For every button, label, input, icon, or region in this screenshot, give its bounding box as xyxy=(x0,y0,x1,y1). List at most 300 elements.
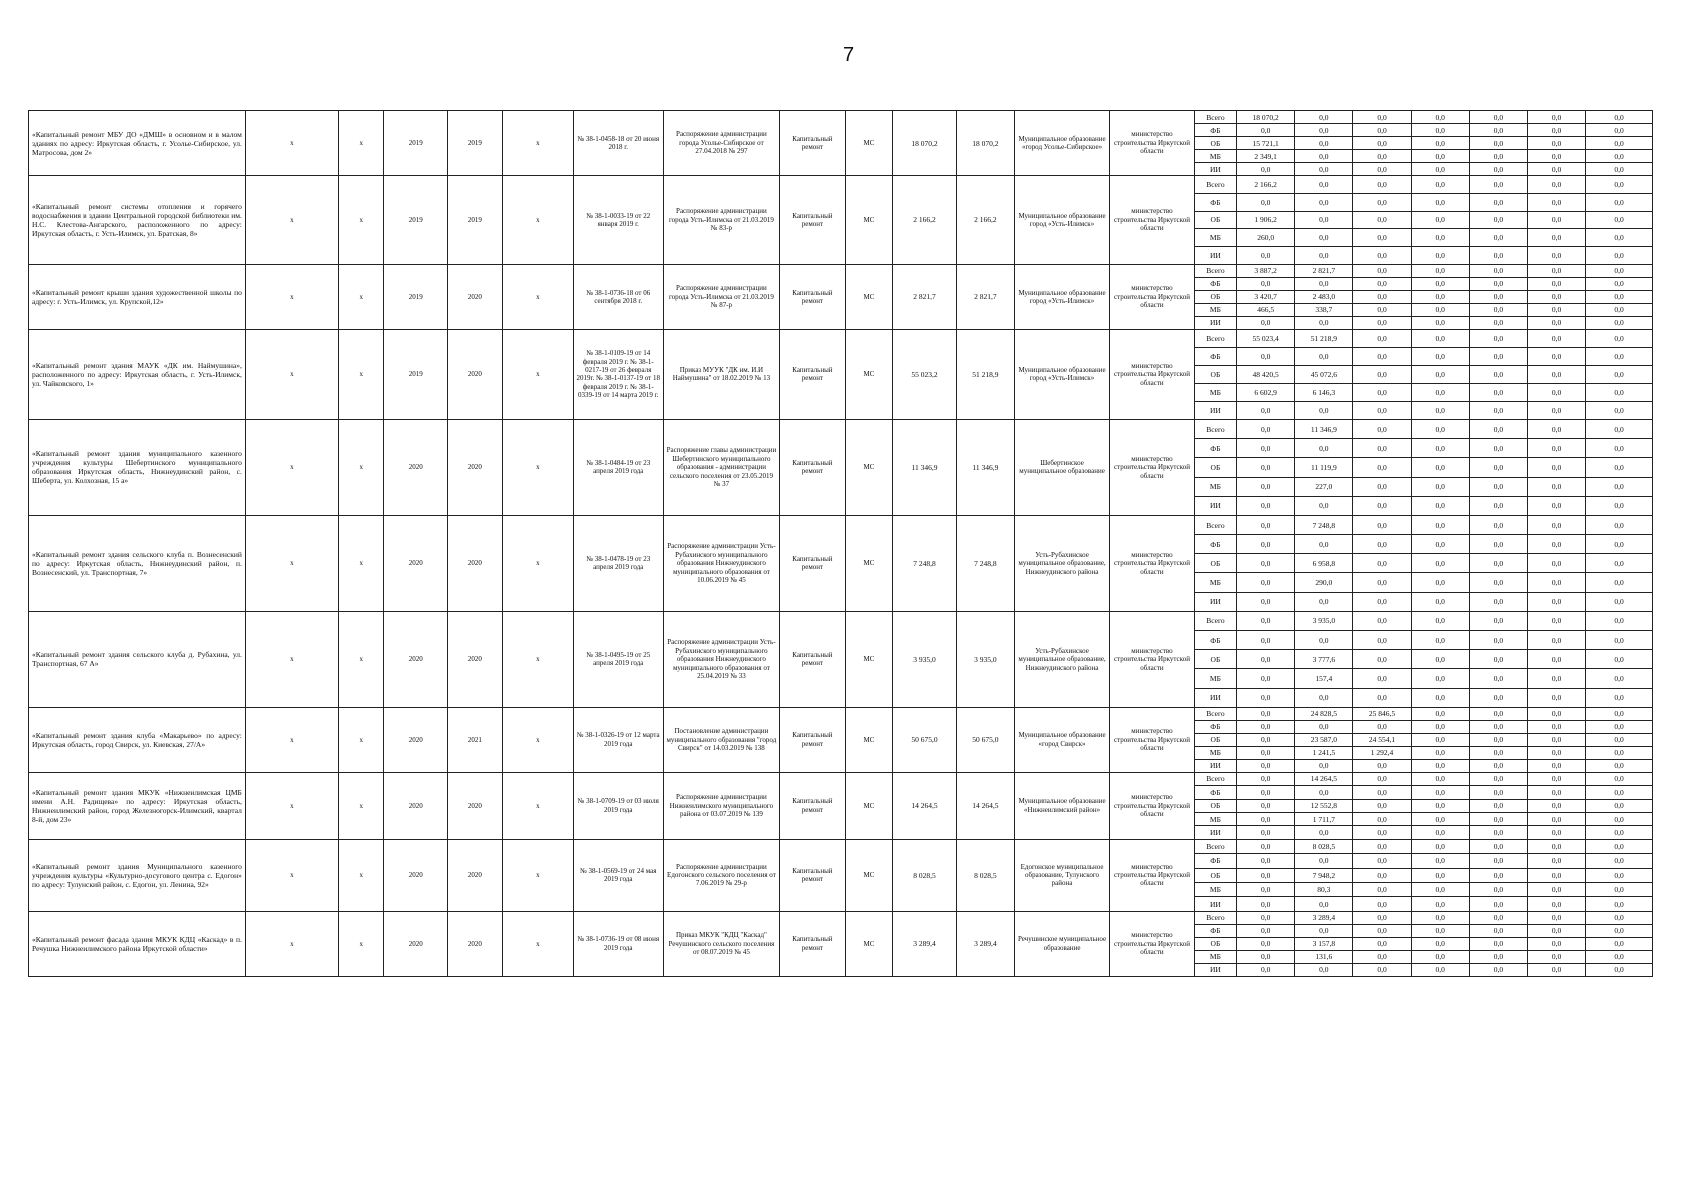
funding-value-cell: 1 906,2 xyxy=(1237,211,1295,229)
funding-source-label: ФБ xyxy=(1194,720,1236,733)
work-type-cell: Капитальный ремонт xyxy=(780,772,846,839)
project-name-cell: «Капитальный ремонт здания Муниципального казенного учреждения культуры «Культурно-досугового центра с. Едогон» по адресу: Тулунский район, с. Едогон, ул. Ленина, 92» xyxy=(29,839,246,911)
ministry-cell: министерство строительства Иркутской области xyxy=(1110,329,1195,419)
total-cost-cell: 2 166,2 xyxy=(893,176,956,265)
funding-value-cell: 0,0 xyxy=(1586,365,1653,383)
funding-value-cell: 0,0 xyxy=(1528,247,1586,265)
funding-value-cell: 0,0 xyxy=(1586,799,1653,812)
remaining-cost-cell: 11 346,9 xyxy=(956,419,1014,515)
funding-value-cell: 0,0 xyxy=(1353,347,1411,365)
funding-source-label: ФБ xyxy=(1194,535,1236,554)
funding-source-label: ИИ xyxy=(1194,963,1236,976)
funding-value-cell: 0,0 xyxy=(1295,247,1353,265)
funding-source-label: МБ xyxy=(1194,573,1236,592)
funding-value-cell: 55 023,4 xyxy=(1237,329,1295,347)
col-3-cell: x xyxy=(338,264,383,329)
funding-value-cell: 0,0 xyxy=(1237,772,1295,785)
col-2-cell: x xyxy=(245,611,338,707)
funding-value-cell: 0,0 xyxy=(1528,839,1586,853)
funding-value-cell: 0,0 xyxy=(1411,854,1469,868)
funding-value-cell: 0,0 xyxy=(1586,963,1653,976)
funding-value-cell: 0,0 xyxy=(1411,963,1469,976)
funding-value-cell: 338,7 xyxy=(1295,303,1353,316)
funding-value-cell: 0,0 xyxy=(1237,937,1295,950)
funding-value-cell: 0,0 xyxy=(1586,193,1653,211)
funding-value-cell: 0,0 xyxy=(1411,812,1469,825)
funding-value-cell: 0,0 xyxy=(1528,720,1586,733)
funding-value-cell: 0,0 xyxy=(1528,937,1586,950)
col-6-cell: x xyxy=(502,611,573,707)
funding-value-cell: 45 072,6 xyxy=(1295,365,1353,383)
funding-source-label: Всего xyxy=(1194,911,1236,924)
funding-value-cell: 0,0 xyxy=(1237,812,1295,825)
ministry-cell: министерство строительства Иркутской области xyxy=(1110,515,1195,611)
col-2-cell: x xyxy=(245,772,338,839)
funding-value-cell: 0,0 xyxy=(1586,669,1653,688)
funding-value-cell: 0,0 xyxy=(1528,365,1586,383)
funding-value-cell: 0,0 xyxy=(1469,316,1527,329)
funding-source-label: ИИ xyxy=(1194,592,1236,611)
funding-value-cell: 0,0 xyxy=(1586,772,1653,785)
funding-value-cell: 0,0 xyxy=(1237,496,1295,515)
project-row xyxy=(29,111,1653,124)
funding-value-cell: 0,0 xyxy=(1295,592,1353,611)
funding-value-cell: 0,0 xyxy=(1411,911,1469,924)
funding-value-cell: 0,0 xyxy=(1469,707,1527,720)
funding-source-label: Всего xyxy=(1194,111,1236,124)
funding-value-cell: 0,0 xyxy=(1237,688,1295,707)
funding-source-label: ФБ xyxy=(1194,439,1236,458)
start-year-cell: 2020 xyxy=(384,772,447,839)
program-table-body xyxy=(29,111,1653,977)
end-year-cell: 2020 xyxy=(447,329,502,419)
work-type-cell: Капитальный ремонт xyxy=(780,611,846,707)
funding-value-cell: 0,0 xyxy=(1586,515,1653,534)
funding-value-cell: 0,0 xyxy=(1237,759,1295,772)
funding-value-cell: 15 721,1 xyxy=(1237,137,1295,150)
funding-value-cell: 0,0 xyxy=(1586,897,1653,911)
funding-value-cell: 0,0 xyxy=(1411,733,1469,746)
funding-source-label: Всего xyxy=(1194,329,1236,347)
funding-value-cell: 0,0 xyxy=(1528,193,1586,211)
funding-value-cell: 0,0 xyxy=(1528,573,1586,592)
funding-value-cell: 0,0 xyxy=(1295,924,1353,937)
municipality-cell: Шебертинское муниципальное образование xyxy=(1014,419,1109,515)
funding-value-cell: 0,0 xyxy=(1528,611,1586,630)
funding-value-cell: 0,0 xyxy=(1469,573,1527,592)
funding-value-cell: 0,0 xyxy=(1469,799,1527,812)
funding-value-cell: 0,0 xyxy=(1528,347,1586,365)
end-year-cell: 2020 xyxy=(447,772,502,839)
funding-value-cell: 1 711,7 xyxy=(1295,812,1353,825)
decision-cell: Распоряжение администрации Усть-Рубахинского муниципального образования Нижнеудинского муниципального образования от 10.06.2019 № 45 xyxy=(663,515,779,611)
funding-value-cell: 0,0 xyxy=(1411,264,1469,277)
funding-value-cell: 0,0 xyxy=(1469,554,1527,573)
col-3-cell: x xyxy=(338,111,383,176)
expertise-cell: № 38-1-0709-19 от 03 июля 2019 года xyxy=(573,772,663,839)
funding-value-cell: 0,0 xyxy=(1586,277,1653,290)
col-3-cell: x xyxy=(338,911,383,976)
funding-value-cell: 0,0 xyxy=(1237,720,1295,733)
funding-value-cell: 18 070,2 xyxy=(1237,111,1295,124)
funding-value-cell: 0,0 xyxy=(1586,924,1653,937)
funding-value-cell: 0,0 xyxy=(1411,383,1469,401)
funding-source-label: Всего xyxy=(1194,611,1236,630)
funding-value-cell: 0,0 xyxy=(1353,839,1411,853)
funding-value-cell: 0,0 xyxy=(1469,868,1527,882)
funding-value-cell: 0,0 xyxy=(1586,535,1653,554)
funding-value-cell: 0,0 xyxy=(1353,329,1411,347)
funding-value-cell: 0,0 xyxy=(1353,477,1411,496)
funding-value-cell: 0,0 xyxy=(1528,496,1586,515)
funding-value-cell: 3 157,8 xyxy=(1295,937,1353,950)
funding-value-cell: 0,0 xyxy=(1411,786,1469,799)
funding-source-label: ОБ xyxy=(1194,290,1236,303)
funding-value-cell: 0,0 xyxy=(1528,650,1586,669)
total-cost-cell: 50 675,0 xyxy=(893,707,956,772)
ministry-cell: министерство строительства Иркутской области xyxy=(1110,707,1195,772)
funding-value-cell: 0,0 xyxy=(1411,554,1469,573)
funding-value-cell: 0,0 xyxy=(1353,826,1411,839)
total-cost-cell: 3 289,4 xyxy=(893,911,956,976)
unit-cell: МС xyxy=(845,839,893,911)
project-row xyxy=(29,611,1653,630)
funding-value-cell: 0,0 xyxy=(1237,611,1295,630)
funding-value-cell: 0,0 xyxy=(1586,882,1653,896)
funding-source-label: ОБ xyxy=(1194,733,1236,746)
start-year-cell: 2020 xyxy=(384,515,447,611)
col-2-cell: x xyxy=(245,419,338,515)
page-number: 7 xyxy=(842,44,855,66)
funding-value-cell: 0,0 xyxy=(1237,124,1295,137)
funding-value-cell: 0,0 xyxy=(1295,124,1353,137)
funding-value-cell: 0,0 xyxy=(1469,193,1527,211)
funding-value-cell: 0,0 xyxy=(1586,477,1653,496)
funding-value-cell: 0,0 xyxy=(1528,383,1586,401)
funding-value-cell: 0,0 xyxy=(1353,868,1411,882)
decision-cell: Распоряжение администрации Едогонского сельского поселения от 7.06.2019 № 29-р xyxy=(663,839,779,911)
remaining-cost-cell: 14 264,5 xyxy=(956,772,1014,839)
decision-cell: Постановление администрации муниципального образования "город Свирск" от 14.03.2019 № 138 xyxy=(663,707,779,772)
funding-source-label: ИИ xyxy=(1194,688,1236,707)
funding-source-label: ИИ xyxy=(1194,316,1236,329)
end-year-cell: 2020 xyxy=(447,419,502,515)
funding-value-cell: 0,0 xyxy=(1295,826,1353,839)
funding-value-cell: 0,0 xyxy=(1353,439,1411,458)
funding-value-cell: 0,0 xyxy=(1528,688,1586,707)
funding-value-cell: 0,0 xyxy=(1295,150,1353,163)
col-3-cell: x xyxy=(338,772,383,839)
end-year-cell: 2019 xyxy=(447,176,502,265)
funding-value-cell: 0,0 xyxy=(1469,163,1527,176)
municipality-cell: Усть-Рубахинское муниципальное образование, Нижнеудинского района xyxy=(1014,515,1109,611)
expertise-cell: № 38-1-0033-19 от 22 января 2019 г. xyxy=(573,176,663,265)
funding-value-cell: 0,0 xyxy=(1411,759,1469,772)
funding-value-cell: 0,0 xyxy=(1353,316,1411,329)
funding-value-cell: 0,0 xyxy=(1586,733,1653,746)
funding-value-cell: 0,0 xyxy=(1411,347,1469,365)
funding-value-cell: 0,0 xyxy=(1469,150,1527,163)
funding-value-cell: 0,0 xyxy=(1353,554,1411,573)
funding-value-cell: 0,0 xyxy=(1295,439,1353,458)
funding-value-cell: 0,0 xyxy=(1411,176,1469,194)
funding-value-cell: 0,0 xyxy=(1237,347,1295,365)
remaining-cost-cell: 2 821,7 xyxy=(956,264,1014,329)
ministry-cell: министерство строительства Иркутской области xyxy=(1110,911,1195,976)
expertise-cell: № 38-1-0736-19 от 08 июня 2019 года xyxy=(573,911,663,976)
funding-value-cell: 0,0 xyxy=(1295,277,1353,290)
funding-value-cell: 0,0 xyxy=(1586,458,1653,477)
decision-cell: Распоряжение главы администрации Шебертинского муниципального образования - администрации сельского поселения от 23.05.2019 № 37 xyxy=(663,419,779,515)
funding-value-cell: 0,0 xyxy=(1528,264,1586,277)
funding-value-cell: 12 552,8 xyxy=(1295,799,1353,812)
funding-source-label: МБ xyxy=(1194,882,1236,896)
funding-value-cell: 0,0 xyxy=(1469,264,1527,277)
funding-value-cell: 0,0 xyxy=(1237,650,1295,669)
funding-value-cell: 0,0 xyxy=(1237,911,1295,924)
funding-value-cell: 25 846,5 xyxy=(1353,707,1411,720)
total-cost-cell: 11 346,9 xyxy=(893,419,956,515)
funding-value-cell: 51 218,9 xyxy=(1295,329,1353,347)
decision-cell: Распоряжение администрации города Усть-Илимска от 21.03.2019 № 87-р xyxy=(663,264,779,329)
funding-value-cell: 0,0 xyxy=(1237,868,1295,882)
col-6-cell: x xyxy=(502,839,573,911)
funding-value-cell: 0,0 xyxy=(1528,458,1586,477)
funding-source-label: ИИ xyxy=(1194,401,1236,419)
funding-value-cell: 0,0 xyxy=(1237,316,1295,329)
funding-value-cell: 0,0 xyxy=(1353,496,1411,515)
remaining-cost-cell: 50 675,0 xyxy=(956,707,1014,772)
funding-value-cell: 7 948,2 xyxy=(1295,868,1353,882)
funding-value-cell: 0,0 xyxy=(1411,303,1469,316)
end-year-cell: 2020 xyxy=(447,264,502,329)
funding-value-cell: 0,0 xyxy=(1237,439,1295,458)
funding-value-cell: 227,0 xyxy=(1295,477,1353,496)
funding-value-cell: 0,0 xyxy=(1411,211,1469,229)
project-row xyxy=(29,176,1653,194)
funding-value-cell: 0,0 xyxy=(1411,419,1469,438)
funding-value-cell: 0,0 xyxy=(1353,383,1411,401)
funding-value-cell: 0,0 xyxy=(1528,924,1586,937)
funding-value-cell: 0,0 xyxy=(1411,611,1469,630)
funding-value-cell: 0,0 xyxy=(1411,124,1469,137)
funding-value-cell: 0,0 xyxy=(1469,176,1527,194)
funding-value-cell: 0,0 xyxy=(1411,111,1469,124)
funding-value-cell: 2 821,7 xyxy=(1295,264,1353,277)
funding-source-label: ИИ xyxy=(1194,897,1236,911)
col-2-cell: x xyxy=(245,176,338,265)
municipality-cell: Муниципальное образование город «Усть-Илимск» xyxy=(1014,264,1109,329)
funding-value-cell: 0,0 xyxy=(1411,477,1469,496)
funding-value-cell: 0,0 xyxy=(1411,669,1469,688)
total-cost-cell: 3 935,0 xyxy=(893,611,956,707)
funding-value-cell: 0,0 xyxy=(1353,264,1411,277)
funding-source-label: МБ xyxy=(1194,477,1236,496)
funding-value-cell: 0,0 xyxy=(1469,911,1527,924)
ministry-cell: министерство строительства Иркутской области xyxy=(1110,611,1195,707)
funding-value-cell: 0,0 xyxy=(1528,150,1586,163)
funding-value-cell: 0,0 xyxy=(1353,799,1411,812)
end-year-cell: 2020 xyxy=(447,911,502,976)
col-2-cell: x xyxy=(245,264,338,329)
funding-value-cell: 0,0 xyxy=(1528,826,1586,839)
decision-cell: Распоряжение администрации города Усолье-Сибирское от 27.04.2018 № 297 xyxy=(663,111,779,176)
funding-value-cell: 8 028,5 xyxy=(1295,839,1353,853)
funding-value-cell: 0,0 xyxy=(1586,826,1653,839)
funding-value-cell: 0,0 xyxy=(1295,229,1353,247)
remaining-cost-cell: 8 028,5 xyxy=(956,839,1014,911)
funding-value-cell: 0,0 xyxy=(1528,707,1586,720)
funding-value-cell: 0,0 xyxy=(1586,264,1653,277)
funding-source-label: МБ xyxy=(1194,669,1236,688)
funding-value-cell: 0,0 xyxy=(1295,688,1353,707)
work-type-cell: Капитальный ремонт xyxy=(780,329,846,419)
funding-value-cell: 0,0 xyxy=(1469,631,1527,650)
end-year-cell: 2020 xyxy=(447,515,502,611)
ministry-cell: министерство строительства Иркутской области xyxy=(1110,419,1195,515)
project-row xyxy=(29,839,1653,853)
funding-value-cell: 0,0 xyxy=(1411,688,1469,707)
funding-value-cell: 0,0 xyxy=(1411,290,1469,303)
decision-cell: Распоряжение администрации Усть-Рубахинского муниципального образования Нижнеудинского муниципального образования от 25.04.2019 № 33 xyxy=(663,611,779,707)
funding-value-cell: 0,0 xyxy=(1586,303,1653,316)
funding-source-label: МБ xyxy=(1194,812,1236,825)
remaining-cost-cell: 51 218,9 xyxy=(956,329,1014,419)
funding-source-label: ИИ xyxy=(1194,496,1236,515)
funding-value-cell: 0,0 xyxy=(1411,799,1469,812)
work-type-cell: Капитальный ремонт xyxy=(780,911,846,976)
funding-value-cell: 0,0 xyxy=(1411,193,1469,211)
funding-value-cell: 0,0 xyxy=(1469,950,1527,963)
funding-value-cell: 0,0 xyxy=(1295,193,1353,211)
funding-value-cell: 0,0 xyxy=(1237,669,1295,688)
start-year-cell: 2020 xyxy=(384,839,447,911)
funding-value-cell: 0,0 xyxy=(1411,247,1469,265)
funding-value-cell: 0,0 xyxy=(1469,963,1527,976)
col-6-cell: x xyxy=(502,176,573,265)
funding-value-cell: 0,0 xyxy=(1528,277,1586,290)
funding-value-cell: 0,0 xyxy=(1586,868,1653,882)
project-name-cell: «Капитальный ремонт фасада здания МКУК КДЦ «Каскад» в п. Речушка Нижнеилимского района Иркутской области» xyxy=(29,911,246,976)
funding-value-cell: 0,0 xyxy=(1528,882,1586,896)
funding-value-cell: 0,0 xyxy=(1586,573,1653,592)
funding-value-cell: 0,0 xyxy=(1353,772,1411,785)
funding-value-cell: 0,0 xyxy=(1237,950,1295,963)
funding-value-cell: 131,6 xyxy=(1295,950,1353,963)
expertise-cell: № 38-1-0458-18 от 20 июня 2018 г. xyxy=(573,111,663,176)
funding-value-cell: 0,0 xyxy=(1237,746,1295,759)
decision-cell: Распоряжение администрации Нижнеилимского муниципального района от 03.07.2019 № 139 xyxy=(663,772,779,839)
funding-value-cell: 0,0 xyxy=(1586,401,1653,419)
funding-value-cell: 0,0 xyxy=(1469,477,1527,496)
funding-value-cell: 0,0 xyxy=(1586,554,1653,573)
total-cost-cell: 7 248,8 xyxy=(893,515,956,611)
funding-value-cell: 0,0 xyxy=(1295,631,1353,650)
funding-value-cell: 0,0 xyxy=(1411,772,1469,785)
funding-value-cell: 0,0 xyxy=(1469,247,1527,265)
funding-value-cell: 0,0 xyxy=(1469,303,1527,316)
funding-value-cell: 0,0 xyxy=(1528,137,1586,150)
funding-value-cell: 0,0 xyxy=(1411,229,1469,247)
funding-value-cell: 0,0 xyxy=(1469,786,1527,799)
unit-cell: МС xyxy=(845,111,893,176)
funding-value-cell: 0,0 xyxy=(1411,439,1469,458)
funding-value-cell: 0,0 xyxy=(1353,247,1411,265)
funding-value-cell: 0,0 xyxy=(1353,401,1411,419)
end-year-cell: 2020 xyxy=(447,611,502,707)
funding-value-cell: 0,0 xyxy=(1295,963,1353,976)
funding-value-cell: 0,0 xyxy=(1586,688,1653,707)
funding-value-cell: 0,0 xyxy=(1237,247,1295,265)
funding-value-cell: 0,0 xyxy=(1411,365,1469,383)
total-cost-cell: 8 028,5 xyxy=(893,839,956,911)
funding-value-cell: 0,0 xyxy=(1528,290,1586,303)
funding-value-cell: 0,0 xyxy=(1353,882,1411,896)
funding-value-cell: 0,0 xyxy=(1469,611,1527,630)
funding-value-cell: 0,0 xyxy=(1528,111,1586,124)
project-row xyxy=(29,515,1653,534)
funding-source-label: Всего xyxy=(1194,515,1236,534)
funding-value-cell: 0,0 xyxy=(1353,937,1411,950)
project-name-cell: «Капитальный ремонт здания сельского клуба п. Вознесенский по адресу: Иркутская область, Нижнеудинский район, п. Вознесенский, ул. Транспортная, 7» xyxy=(29,515,246,611)
funding-value-cell: 0,0 xyxy=(1528,329,1586,347)
work-type-cell: Капитальный ремонт xyxy=(780,419,846,515)
funding-value-cell: 0,0 xyxy=(1528,401,1586,419)
total-cost-cell: 55 023,2 xyxy=(893,329,956,419)
funding-value-cell: 0,0 xyxy=(1586,720,1653,733)
funding-value-cell: 0,0 xyxy=(1411,573,1469,592)
remaining-cost-cell: 18 070,2 xyxy=(956,111,1014,176)
funding-value-cell: 0,0 xyxy=(1411,515,1469,534)
funding-value-cell: 0,0 xyxy=(1528,786,1586,799)
funding-value-cell: 0,0 xyxy=(1469,882,1527,896)
funding-value-cell: 0,0 xyxy=(1586,707,1653,720)
end-year-cell: 2020 xyxy=(447,839,502,911)
funding-value-cell: 0,0 xyxy=(1528,746,1586,759)
funding-value-cell: 0,0 xyxy=(1528,631,1586,650)
funding-value-cell: 0,0 xyxy=(1353,963,1411,976)
funding-value-cell: 0,0 xyxy=(1411,826,1469,839)
funding-value-cell: 0,0 xyxy=(1353,611,1411,630)
start-year-cell: 2020 xyxy=(384,611,447,707)
funding-value-cell: 6 146,3 xyxy=(1295,383,1353,401)
total-cost-cell: 18 070,2 xyxy=(893,111,956,176)
work-type-cell: Капитальный ремонт xyxy=(780,176,846,265)
funding-value-cell: 0,0 xyxy=(1586,111,1653,124)
funding-value-cell: 0,0 xyxy=(1586,329,1653,347)
funding-value-cell: 0,0 xyxy=(1528,515,1586,534)
funding-value-cell: 0,0 xyxy=(1469,812,1527,825)
unit-cell: МС xyxy=(845,611,893,707)
funding-value-cell: 0,0 xyxy=(1586,937,1653,950)
funding-source-label: ФБ xyxy=(1194,347,1236,365)
start-year-cell: 2019 xyxy=(384,329,447,419)
funding-value-cell: 0,0 xyxy=(1469,111,1527,124)
funding-value-cell: 0,0 xyxy=(1237,882,1295,896)
funding-value-cell: 0,0 xyxy=(1237,592,1295,611)
funding-value-cell: 0,0 xyxy=(1353,759,1411,772)
project-row xyxy=(29,707,1653,720)
funding-value-cell: 48 420,5 xyxy=(1237,365,1295,383)
funding-source-label: Всего xyxy=(1194,839,1236,853)
funding-value-cell: 0,0 xyxy=(1586,383,1653,401)
funding-value-cell: 0,0 xyxy=(1469,419,1527,438)
ministry-cell: министерство строительства Иркутской области xyxy=(1110,176,1195,265)
funding-source-label: Всего xyxy=(1194,419,1236,438)
funding-value-cell: 2 166,2 xyxy=(1237,176,1295,194)
funding-value-cell: 0,0 xyxy=(1586,124,1653,137)
funding-value-cell: 0,0 xyxy=(1237,535,1295,554)
